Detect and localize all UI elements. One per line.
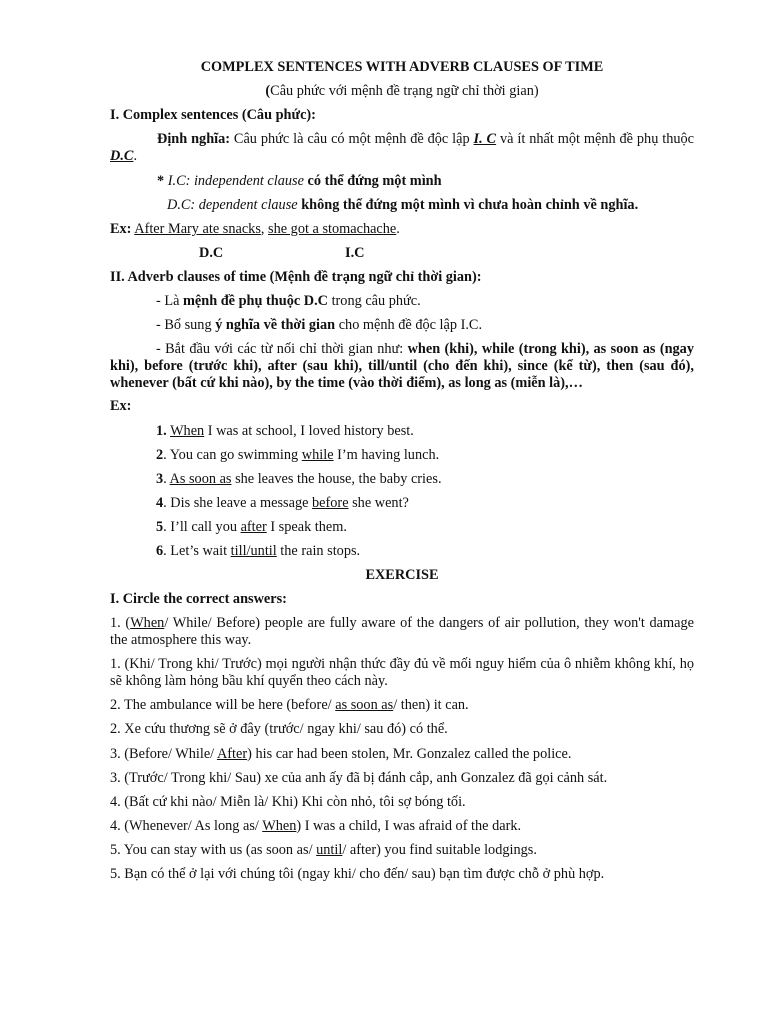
answer-choice: After bbox=[216, 746, 248, 762]
example-number: 2 bbox=[156, 447, 164, 463]
exercise-heading: I. Circle the correct answers: bbox=[110, 591, 287, 607]
example-ic-clause: she got a stomachache bbox=[268, 221, 397, 237]
question-text: / While/ Before) people are fully aware of the dangers of air pollution, they won't damage the atmosphere this way. bbox=[110, 615, 694, 648]
example-label: Ex: bbox=[110, 221, 132, 237]
example-ic-tag: I.C bbox=[345, 245, 365, 261]
example-text: . I’ll call you bbox=[163, 519, 241, 535]
example-number: 6 bbox=[156, 543, 164, 559]
bullet2-post: cho mệnh đề độc lập I.C. bbox=[335, 317, 483, 333]
question-text: 4. (Whenever/ As long as/ bbox=[110, 818, 263, 834]
definition-text-2: và ít nhất một mệnh đề phụ thuộc bbox=[496, 131, 695, 147]
exercise-q1-vi: 1. (Khi/ Trong khi/ Trước) mọi người nhận thức đầy đủ về mối nguy hiểm của ô nhiễm không khí, họ sẽ không làm hỏng bầu khí quyển theo cách này. bbox=[110, 656, 694, 689]
example-comma: , bbox=[260, 221, 265, 237]
example-text: she went? bbox=[348, 495, 409, 511]
section2-bullet-2 bbox=[156, 317, 740, 334]
example-number: 1. bbox=[156, 423, 167, 439]
exercise-q2-en bbox=[110, 697, 694, 714]
question-text: / then) it can. bbox=[393, 697, 469, 713]
ic-term: I.C: independent clause bbox=[167, 173, 304, 189]
question-text: ) I was a child, I was afraid of the dark. bbox=[296, 818, 522, 834]
bullet1-post: trong câu phức. bbox=[328, 293, 421, 309]
section2-bullet-1 bbox=[156, 293, 740, 310]
definition-end: . bbox=[133, 148, 138, 164]
exercise-q2-vi: 2. Xe cứu thương sẽ ở đây (trước/ ngay khi/ sau đó) có thể. bbox=[110, 721, 448, 737]
dc-description: không thể đứng một mình vì chưa hoàn chỉnh về nghĩa. bbox=[297, 197, 639, 213]
time-example-1 bbox=[156, 423, 740, 440]
subtitle-text: Câu phức với mệnh đề trạng ngữ chỉ thời gian) bbox=[270, 83, 539, 99]
answer-choice: as soon as bbox=[335, 697, 394, 713]
time-example-6 bbox=[156, 543, 740, 560]
example-number: 3 bbox=[156, 471, 164, 487]
example-number: 4 bbox=[156, 495, 164, 511]
ic-star: * bbox=[157, 173, 168, 189]
example-number: 5 bbox=[156, 519, 164, 535]
example-connector: As soon as bbox=[169, 471, 232, 487]
exercise-q4-vi: 4. (Bất cứ khi nào/ Miễn là/ Khi) Khi còn nhỏ, tôi sợ bóng tối. bbox=[110, 794, 466, 810]
document-subtitle bbox=[110, 83, 694, 100]
definition-dc: D.C bbox=[110, 148, 134, 164]
example-connector: after bbox=[240, 519, 267, 535]
bullet1-bold: mệnh đề phụ thuộc D.C bbox=[183, 293, 328, 309]
bullet2-bold: ý nghĩa về thời gian bbox=[215, 317, 336, 333]
exercise-q4-en bbox=[110, 818, 694, 835]
example-text: she leaves the house, the baby cries. bbox=[231, 471, 442, 487]
question-text: 1. ( bbox=[110, 615, 131, 631]
ic-description: có thể đứng một mình bbox=[303, 173, 442, 189]
exercise-q3-vi: 3. (Trước/ Trong khi/ Sau) xe của anh ấy đã bị đánh cắp, anh Gonzalez đã gọi cảnh sát. bbox=[110, 770, 608, 786]
time-example-3 bbox=[156, 471, 740, 488]
exercise-q1-en bbox=[110, 615, 694, 649]
question-text: / after) you find suitable lodgings. bbox=[342, 842, 537, 858]
time-example-5 bbox=[156, 519, 740, 536]
bullet2-pre: - Bổ sung bbox=[156, 317, 216, 333]
example-text: . bbox=[163, 471, 170, 487]
example-text: . Let’s wait bbox=[163, 543, 231, 559]
example-text: . Dis she leave a message bbox=[163, 495, 313, 511]
document-title: COMPLEX SENTENCES WITH ADVERB CLAUSES OF TIME bbox=[200, 59, 604, 75]
section1-heading: I. Complex sentences (Câu phức): bbox=[110, 107, 316, 123]
dc-term: D.C: dependent clause bbox=[167, 197, 298, 213]
answer-choice: until bbox=[316, 842, 343, 858]
example-dc-tag: D.C bbox=[199, 245, 224, 261]
dc-definition-line bbox=[167, 197, 751, 214]
question-text: 3. (Before/ While/ bbox=[110, 746, 217, 762]
exercise-q5-en bbox=[110, 842, 694, 859]
ic-definition-line bbox=[157, 173, 741, 190]
definition-ic: I. C bbox=[473, 131, 497, 147]
answer-choice: When bbox=[130, 615, 165, 631]
time-example-2 bbox=[156, 447, 740, 464]
section1-example bbox=[110, 221, 694, 238]
definition-paragraph bbox=[110, 131, 694, 165]
example-text: I’m having lunch. bbox=[333, 447, 440, 463]
section2-heading: II. Adverb clauses of time (Mệnh đề trạng ngữ chỉ thời gian): bbox=[110, 269, 482, 285]
exercise-q5-vi: 5. Bạn có thể ở lại với chúng tôi (ngay khi/ cho đến/ sau) bạn tìm được chỗ ở phù hợp. bbox=[110, 866, 605, 882]
example-dc-clause: After Mary ate snacks bbox=[134, 221, 261, 237]
bullet1-pre: - Là bbox=[156, 293, 183, 309]
bullet3-pre: - Bắt đầu với các từ nối chỉ thời gian như: bbox=[156, 341, 408, 357]
example-text: I was at school, I loved history best. bbox=[204, 423, 414, 439]
definition-text-1: Câu phức là câu có một mệnh đề độc lập bbox=[230, 131, 474, 147]
example-connector: before bbox=[312, 495, 349, 511]
example-connector: while bbox=[301, 447, 334, 463]
question-text: 5. You can stay with us (as soon as/ bbox=[110, 842, 317, 858]
answer-choice: When bbox=[262, 818, 297, 834]
question-text: 2. The ambulance will be here (before/ bbox=[110, 697, 336, 713]
subtitle-open-paren: ( bbox=[265, 83, 271, 99]
time-example-4 bbox=[156, 495, 740, 512]
definition-term: Định nghĩa: bbox=[157, 131, 231, 147]
exercise-title: EXERCISE bbox=[365, 567, 439, 583]
example-end: . bbox=[396, 221, 400, 237]
section2-bullet-3 bbox=[110, 341, 694, 392]
example-text: the rain stops. bbox=[276, 543, 361, 559]
example-text: . You can go swimming bbox=[163, 447, 302, 463]
bullet3-connectors: when (khi), while (trong khi), as soon as (ngay khi), before (trước khi), after (sau khi), till/until (cho đến khi), since (kể từ), then (sau đó), whenever (bất cứ khi nào), by the time (vào thời điểm), as long as (miễn là),… bbox=[110, 341, 694, 391]
example-connector: When bbox=[170, 423, 205, 439]
example-text: I speak them. bbox=[266, 519, 347, 535]
example-connector: till/until bbox=[230, 543, 277, 559]
exercise-q3-en bbox=[110, 746, 694, 763]
question-text: ) his car had been stolen, Mr. Gonzalez called the police. bbox=[247, 746, 572, 762]
section2-ex-label: Ex: bbox=[110, 398, 132, 414]
